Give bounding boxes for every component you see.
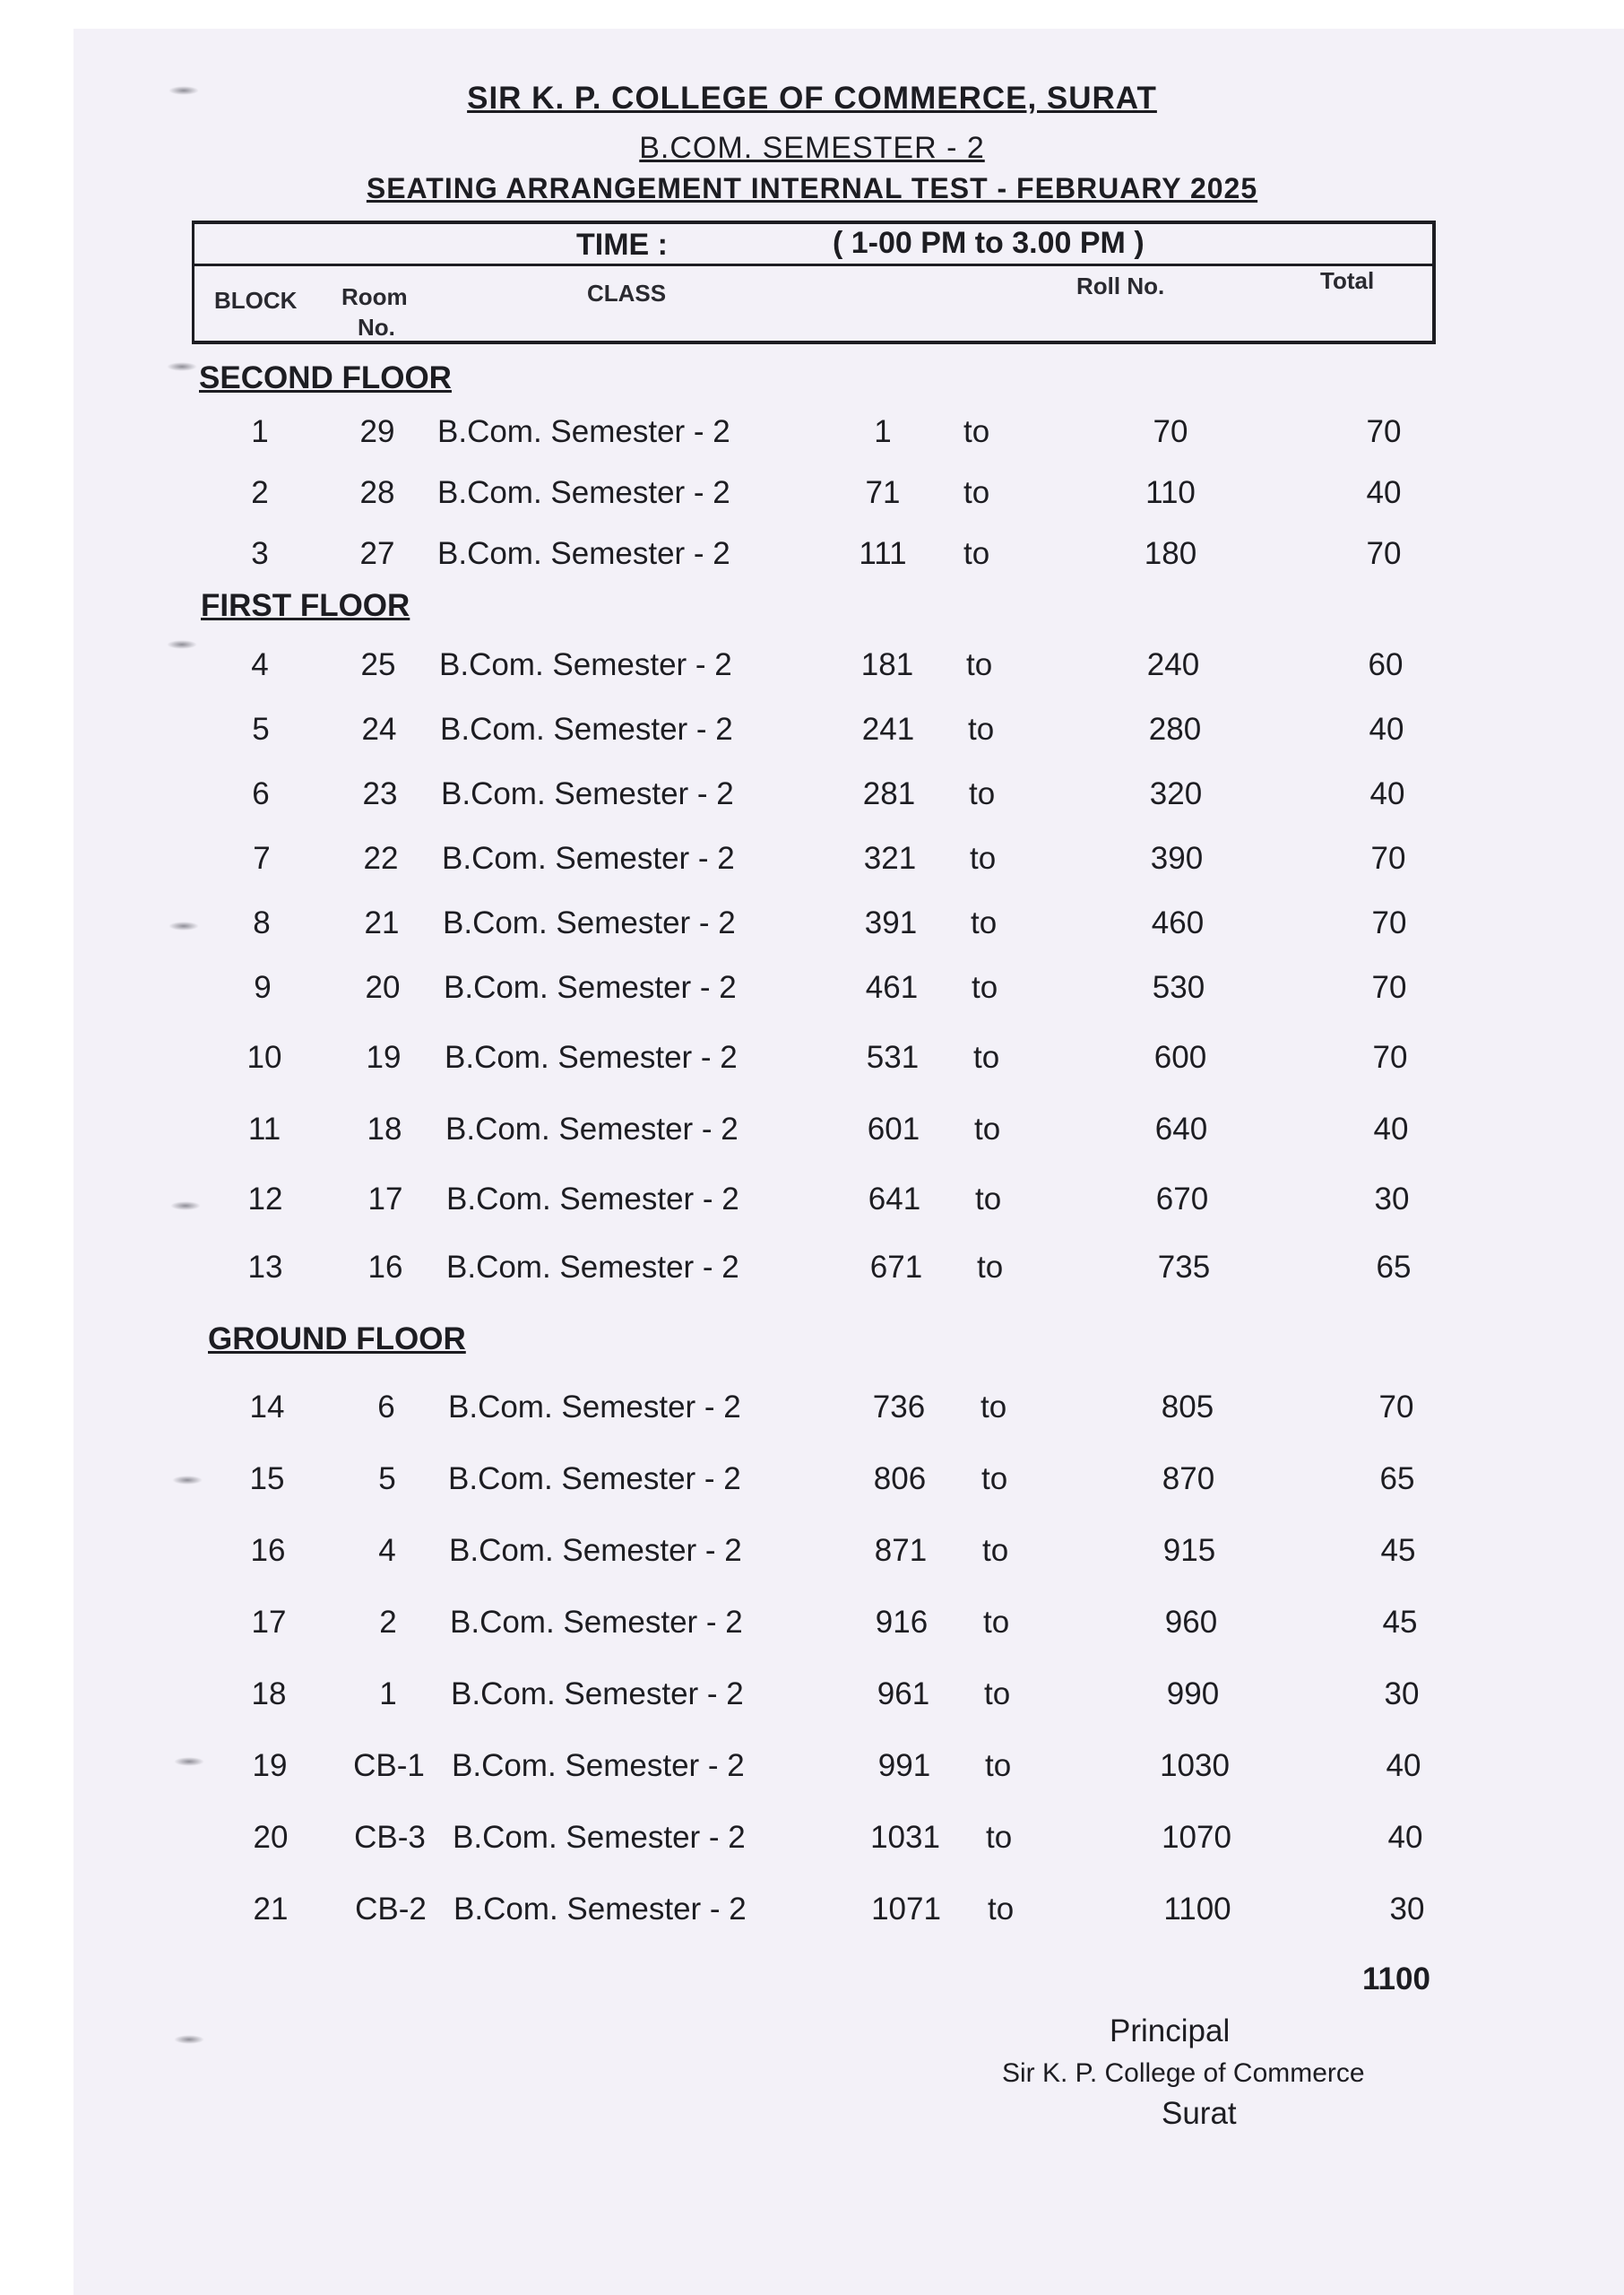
scan-smudge [168, 86, 199, 95]
table-row [0, 1820, 1624, 1865]
cell-roll-from: 641 [868, 1182, 921, 1217]
cell-block: 8 [253, 905, 271, 940]
cell-block: 3 [251, 536, 269, 571]
cell-total: 65 [1379, 1461, 1415, 1496]
cell-roll-from: 916 [875, 1605, 929, 1640]
table-row [0, 1112, 1624, 1156]
table-header-box [192, 221, 1436, 344]
cell-roll-from: 391 [864, 905, 918, 940]
floor-heading: FIRST FLOOR [201, 588, 410, 623]
cell-to: to [988, 1892, 1015, 1927]
cell-total: 40 [1366, 475, 1402, 510]
cell-block: 20 [253, 1820, 289, 1855]
cell-roll-from: 321 [863, 841, 917, 876]
cell-block: 17 [251, 1605, 287, 1640]
cell-roll-to: 1070 [1162, 1820, 1231, 1855]
cell-class: B.Com. Semester - 2 [437, 536, 730, 571]
cell-room: 29 [359, 414, 395, 449]
cell-roll-from: 241 [861, 712, 915, 747]
cell-total: 40 [1373, 1112, 1409, 1147]
cell-total: 70 [1371, 905, 1407, 940]
col-header-room: Room [341, 283, 408, 310]
cell-room: 27 [359, 536, 395, 571]
cell-class: B.Com. Semester - 2 [452, 1748, 745, 1783]
cell-block: 1 [251, 414, 269, 449]
col-header-roll: Roll No. [1076, 273, 1165, 299]
cell-class: B.Com. Semester - 2 [439, 647, 732, 682]
cell-block: 14 [249, 1390, 285, 1425]
cell-roll-from: 671 [869, 1250, 923, 1285]
cell-to: to [983, 1605, 1010, 1640]
cell-class: B.Com. Semester - 2 [453, 1820, 746, 1855]
cell-roll-to: 735 [1157, 1250, 1211, 1285]
time-label: TIME : [576, 228, 668, 262]
cell-class: B.Com. Semester - 2 [440, 712, 733, 747]
table-row [0, 1605, 1624, 1650]
cell-room: 1 [379, 1676, 397, 1711]
table-row [0, 536, 1624, 581]
header-divider [194, 264, 1432, 266]
col-header-room-no: No. [358, 314, 395, 341]
time-value: ( 1-00 PM to 3.00 PM ) [833, 226, 1145, 260]
cell-roll-to: 180 [1144, 536, 1197, 571]
table-row [0, 905, 1624, 950]
cell-roll-to: 110 [1145, 475, 1196, 510]
table-row [0, 1748, 1624, 1793]
cell-class: B.Com. Semester - 2 [437, 475, 730, 510]
cell-class: B.Com. Semester - 2 [448, 1461, 741, 1496]
cell-roll-from: 111 [859, 536, 907, 571]
cell-total: 40 [1386, 1748, 1421, 1783]
cell-room: 28 [359, 475, 395, 510]
table-row [0, 712, 1624, 757]
cell-room: 6 [377, 1390, 395, 1425]
cell-to: to [963, 414, 990, 449]
cell-roll-to: 70 [1153, 414, 1188, 449]
table-row [0, 414, 1624, 459]
cell-roll-to: 640 [1154, 1112, 1208, 1147]
signature-college: Sir K. P. College of Commerce [1002, 2058, 1365, 2088]
cell-room: 4 [378, 1533, 396, 1568]
cell-block: 12 [247, 1182, 283, 1217]
cell-to: to [984, 1676, 1011, 1711]
cell-roll-to: 990 [1166, 1676, 1220, 1711]
cell-total: 70 [1378, 1390, 1414, 1425]
scan-smudge [168, 922, 199, 931]
cell-roll-to: 320 [1149, 776, 1203, 811]
cell-to: to [972, 970, 998, 1005]
cell-roll-from: 601 [867, 1112, 920, 1147]
cell-total: 65 [1376, 1250, 1412, 1285]
cell-room: 21 [364, 905, 400, 940]
cell-roll-to: 390 [1150, 841, 1204, 876]
cell-block: 21 [253, 1892, 289, 1927]
cell-to: to [985, 1748, 1012, 1783]
cell-block: 18 [251, 1676, 287, 1711]
scan-smudge [167, 362, 197, 371]
table-row [0, 475, 1624, 520]
cell-total: 30 [1384, 1676, 1420, 1711]
cell-roll-to: 460 [1151, 905, 1205, 940]
table-row [0, 1182, 1624, 1226]
cell-roll-to: 530 [1152, 970, 1205, 1005]
cell-block: 4 [251, 647, 269, 682]
college-title: SIR K. P. COLLEGE OF COMMERCE, SURAT [467, 81, 1157, 116]
signature-title: Principal [1110, 2014, 1231, 2048]
cell-to: to [975, 1182, 1002, 1217]
cell-roll-to: 670 [1155, 1182, 1209, 1217]
table-row [0, 1040, 1624, 1085]
cell-block: 9 [254, 970, 272, 1005]
cell-to: to [977, 1250, 1004, 1285]
cell-block: 19 [252, 1748, 288, 1783]
cell-room: 16 [367, 1250, 403, 1285]
scan-smudge [172, 1476, 203, 1485]
cell-to: to [981, 1461, 1008, 1496]
cell-roll-from: 1 [874, 414, 892, 449]
scan-smudge [167, 640, 197, 649]
cell-class: B.Com. Semester - 2 [442, 841, 735, 876]
cell-room: 17 [367, 1182, 403, 1217]
cell-class: B.Com. Semester - 2 [437, 414, 730, 449]
col-header-block: BLOCK [214, 287, 298, 314]
cell-room: 25 [360, 647, 396, 682]
cell-total: 40 [1369, 712, 1404, 747]
cell-room: 18 [367, 1112, 402, 1147]
cell-to: to [969, 776, 996, 811]
cell-block: 11 [247, 1112, 281, 1147]
scan-smudge [174, 1757, 204, 1766]
cell-roll-from: 736 [872, 1390, 926, 1425]
cell-block: 10 [246, 1040, 282, 1075]
cell-room: 5 [378, 1461, 396, 1496]
cell-to: to [982, 1533, 1009, 1568]
cell-total: 40 [1369, 776, 1405, 811]
cell-class: B.Com. Semester - 2 [445, 1112, 739, 1147]
cell-to: to [980, 1390, 1007, 1425]
cell-class: B.Com. Semester - 2 [443, 905, 736, 940]
cell-room: 2 [379, 1605, 397, 1640]
cell-to: to [970, 841, 997, 876]
cell-roll-to: 280 [1148, 712, 1202, 747]
cell-total: 40 [1387, 1820, 1423, 1855]
cell-total: 45 [1382, 1605, 1418, 1640]
cell-roll-from: 181 [860, 647, 914, 682]
cell-class: B.Com. Semester - 2 [446, 1182, 739, 1217]
cell-class: B.Com. Semester - 2 [448, 1390, 741, 1425]
cell-class: B.Com. Semester - 2 [446, 1250, 739, 1285]
semester-title: B.COM. SEMESTER - 2 [639, 131, 985, 165]
cell-class: B.Com. Semester - 2 [454, 1892, 747, 1927]
test-subtitle: SEATING ARRANGEMENT INTERNAL TEST - FEBRUARY 2025 [366, 172, 1258, 204]
floor-heading: SECOND FLOOR [199, 360, 452, 395]
table-row [0, 776, 1624, 821]
cell-roll-from: 461 [865, 970, 919, 1005]
table-row [0, 1461, 1624, 1506]
cell-roll-to: 1030 [1160, 1748, 1230, 1783]
cell-room: CB-2 [355, 1892, 427, 1927]
cell-class: B.Com. Semester - 2 [441, 776, 734, 811]
cell-to: to [968, 712, 995, 747]
cell-block: 15 [249, 1461, 285, 1496]
cell-room: 24 [361, 712, 397, 747]
col-header-total: Total [1320, 267, 1375, 294]
table-row [0, 1250, 1624, 1295]
cell-roll-to: 915 [1162, 1533, 1216, 1568]
cell-roll-from: 806 [873, 1461, 927, 1496]
table-row [0, 1390, 1624, 1434]
cell-roll-from: 871 [874, 1533, 928, 1568]
cell-total: 70 [1366, 414, 1402, 449]
cell-class: B.Com. Semester - 2 [444, 970, 737, 1005]
cell-room: 20 [365, 970, 401, 1005]
cell-block: 7 [253, 841, 271, 876]
cell-roll-from: 281 [862, 776, 916, 811]
cell-block: 13 [247, 1250, 283, 1285]
cell-total: 30 [1389, 1892, 1425, 1927]
cell-room: CB-1 [353, 1748, 425, 1783]
table-row [0, 1676, 1624, 1721]
floor-heading: GROUND FLOOR [208, 1321, 466, 1356]
cell-to: to [966, 647, 993, 682]
cell-roll-to: 240 [1146, 647, 1200, 682]
scan-smudge [174, 2035, 204, 2044]
cell-block: 2 [251, 475, 269, 510]
signature-city: Surat [1162, 2096, 1237, 2131]
scan-smudge [170, 1201, 201, 1210]
table-row [0, 970, 1624, 1015]
cell-room: 19 [366, 1040, 402, 1075]
cell-total: 30 [1374, 1182, 1410, 1217]
cell-block: 16 [250, 1533, 286, 1568]
cell-room: 22 [363, 841, 399, 876]
cell-class: B.Com. Semester - 2 [451, 1676, 744, 1711]
cell-roll-to: 870 [1162, 1461, 1215, 1496]
cell-to: to [986, 1820, 1013, 1855]
cell-class: B.Com. Semester - 2 [445, 1040, 738, 1075]
col-header-class: CLASS [587, 280, 667, 307]
cell-roll-to: 805 [1161, 1390, 1214, 1425]
cell-roll-to: 960 [1164, 1605, 1218, 1640]
cell-to: to [963, 475, 990, 510]
table-row [0, 647, 1624, 692]
cell-block: 5 [252, 712, 270, 747]
cell-to: to [974, 1112, 1001, 1147]
cell-to: to [971, 905, 998, 940]
cell-class: B.Com. Semester - 2 [450, 1605, 743, 1640]
cell-roll-from: 991 [877, 1748, 931, 1783]
cell-total: 70 [1370, 841, 1406, 876]
cell-class: B.Com. Semester - 2 [449, 1533, 742, 1568]
cell-roll-from: 1031 [870, 1820, 940, 1855]
cell-total: 70 [1371, 970, 1407, 1005]
grand-total: 1100 [1362, 1962, 1430, 1996]
cell-block: 6 [252, 776, 270, 811]
table-row [0, 841, 1624, 886]
table-row [0, 1533, 1624, 1578]
cell-total: 45 [1380, 1533, 1416, 1568]
cell-to: to [963, 536, 990, 571]
cell-to: to [973, 1040, 1000, 1075]
cell-roll-from: 961 [877, 1676, 930, 1711]
cell-roll-from: 531 [866, 1040, 920, 1075]
cell-room: CB-3 [354, 1820, 426, 1855]
cell-roll-to: 1100 [1163, 1892, 1231, 1927]
cell-roll-from: 1071 [871, 1892, 941, 1927]
cell-roll-from: 71 [865, 475, 901, 510]
cell-total: 70 [1372, 1040, 1408, 1075]
cell-room: 23 [362, 776, 398, 811]
cell-total: 70 [1366, 536, 1402, 571]
table-row [0, 1892, 1624, 1936]
cell-total: 60 [1368, 647, 1404, 682]
cell-roll-to: 600 [1153, 1040, 1207, 1075]
